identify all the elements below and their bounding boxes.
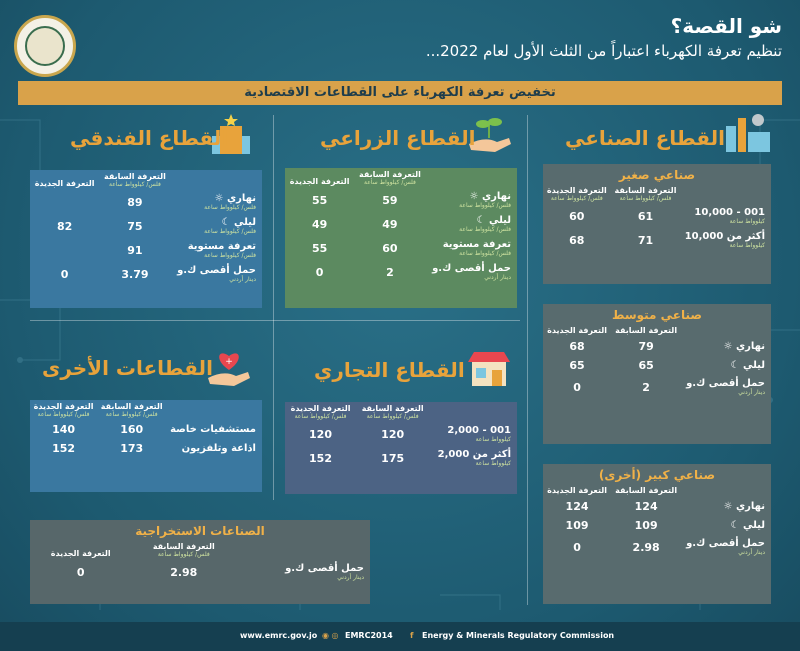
old-value: 61 — [637, 209, 654, 223]
row-label: 001 - 10,000 — [694, 207, 765, 218]
new-value: 0 — [573, 540, 581, 554]
extractive-table-card — [30, 520, 370, 604]
row-unit: فلس/ كيلوواط ساعة — [459, 226, 511, 233]
new-value: 0 — [315, 265, 324, 279]
commercial-table-card — [285, 402, 517, 494]
row-unit: كيلوواط ساعة — [475, 460, 511, 467]
new-value: 65 — [569, 359, 585, 372]
row-unit: فلس/ كيلوواط ساعة — [204, 204, 256, 211]
card-heading: الصناعات الاستخراجية — [135, 524, 265, 538]
new-value: 140 — [52, 423, 76, 436]
new-value: 60 — [569, 209, 585, 223]
industrial-title: القطاع الصناعي — [565, 126, 726, 150]
col-new-header: التعرفة الجديدة — [34, 179, 95, 188]
row-unit: كيلوواط ساعة — [729, 242, 765, 249]
hotel-table-card: التعرفة السابقة فلس/ كيلوواط ساعة التعرفة الجديدة نهاري ☼ فلس/ كيلوواط ساعة 89 82 ليلي ☾ فلس/ كيلوواط ساعة 75 تعرفة مستوية فلس/ كيلوواط ساعة 91 حمل أقصى ك.و دينار أردني 3.79 0 — [30, 170, 262, 308]
page-title: شو القصة؟ — [670, 14, 782, 38]
col-old-header: التعرفة السابقة — [615, 486, 678, 495]
col-old-header: التعرفة السابقة — [152, 542, 215, 551]
new-value: 55 — [311, 193, 328, 207]
row-label: حمل أقصى ك.و — [686, 378, 765, 389]
row-unit: دينار أردني — [337, 574, 364, 581]
col-old-header: التعرفة السابقة — [358, 170, 421, 179]
old-value: 173 — [120, 442, 144, 455]
old-value: 160 — [120, 423, 144, 436]
old-value: 89 — [127, 195, 143, 209]
divider-vertical-left — [273, 115, 274, 500]
row-unit: دينار أردني — [229, 276, 256, 283]
old-value: 175 — [381, 451, 405, 465]
col-unit: فلس/ كيلوواط ساعة — [366, 413, 419, 420]
banner: تخفيض تعرفة الكهرباء على القطاعات الاقتصادية — [18, 81, 782, 105]
old-value: 60 — [382, 241, 398, 255]
new-value: 68 — [569, 340, 585, 353]
row-unit: دينار أردني — [738, 549, 765, 556]
new-value: 124 — [565, 500, 589, 513]
facebook-page-link[interactable]: Energy & Minerals Regulatory Commission — [422, 631, 615, 640]
row-unit: كيلوواط ساعة — [475, 436, 511, 443]
commercial-title: القطاع التجاري — [314, 358, 465, 382]
new-value: 152 — [52, 442, 76, 455]
old-value: 2.98 — [170, 565, 198, 579]
col-unit: فلس/ كيلوواط ساعة — [105, 411, 158, 418]
row-label: نهاري — [226, 193, 256, 204]
old-value: 2 — [642, 380, 650, 394]
new-value: 68 — [569, 233, 585, 247]
row-label: اذاعة وتلفزيون — [181, 443, 256, 454]
divider-horizontal — [30, 320, 520, 321]
social-handle[interactable]: EMRC2014 — [345, 631, 393, 640]
new-value: 55 — [311, 241, 328, 255]
old-value: 65 — [638, 359, 654, 372]
other-table-card — [30, 400, 262, 492]
row-label: ليلي — [742, 360, 765, 371]
col-old-header: التعرفة السابقة — [615, 326, 678, 335]
row-label: تعرفة مستوية — [442, 239, 511, 250]
social-icons: ◉ ◎ — [322, 631, 339, 640]
row-unit: دينار أردني — [484, 274, 511, 281]
row-label: نهاري — [481, 191, 511, 202]
old-value: 124 — [634, 500, 658, 513]
row-label: نهاري — [735, 341, 765, 352]
row-label: 001 - 2,000 — [447, 425, 511, 436]
new-value: 49 — [311, 217, 328, 231]
col-old-header: التعرفة السابقة — [103, 172, 166, 181]
new-value: 120 — [309, 427, 332, 441]
col-old-header: التعرفة السابقة — [361, 404, 424, 413]
col-new-header: التعرفة الجديدة — [289, 177, 350, 186]
col-unit: فلس/ كيلوواط ساعة — [109, 181, 161, 188]
new-value: 0 — [60, 267, 69, 281]
divider-vertical-right — [527, 115, 528, 605]
new-value: 0 — [573, 380, 581, 394]
col-unit: فلس/ كيلوواط ساعة — [364, 179, 416, 186]
col-new-header: التعرفة الجديدة — [33, 402, 94, 411]
new-value-merged: 82 — [56, 219, 73, 233]
old-value: 79 — [638, 340, 654, 353]
agri-title: القطاع الزراعي — [320, 126, 476, 150]
row-label: أكثر من 2,000 — [437, 449, 511, 460]
new-value: 0 — [76, 565, 85, 579]
row-label: حمل أقصى ك.و — [177, 265, 256, 276]
card-heading: صناعي صغير — [618, 168, 696, 182]
col-new-header: التعرفة الجديدة — [50, 549, 111, 558]
row-label: حمل أقصى ك.و — [285, 563, 364, 574]
row-unit: دينار أردني — [738, 389, 765, 396]
industrial-medium-card: صناعي متوسط التعرفة السابقة التعرفة الجديدة نهاري ☼ 79 68 ليلي ☾ 65 65 حمل أقصى ك.و دينار أردني 2 0 — [543, 304, 771, 444]
old-value: 2 — [386, 265, 394, 279]
factory-icon — [722, 106, 774, 156]
row-unit: فلس/ كيلوواط ساعة — [459, 250, 511, 257]
col-new-header: التعرفة الجديدة — [547, 326, 607, 335]
old-value: 59 — [382, 193, 398, 207]
footer — [0, 622, 800, 651]
agri-table-card: التعرفة السابقة فلس/ كيلوواط ساعة التعرفة الجديدة نهاري ☼ فلس/ كيلوواط ساعة 59 55 ليلي ☾ فلس/ كيلوواط ساعة 49 49 تعرفة مستوية فلس/ كيلوواط ساعة 60 55 حمل أقصى ك.و دينار أردني 2 0 — [285, 168, 517, 308]
old-value: 49 — [382, 217, 398, 231]
col-old-header: التعرفة السابقة — [614, 186, 677, 195]
card-heading: صناعي كبير (أخرى) — [598, 468, 716, 482]
facebook-icon: f — [410, 631, 414, 640]
new-value: 109 — [565, 519, 589, 532]
row-label: ليلي — [488, 215, 511, 226]
row-label: ليلي — [233, 217, 256, 228]
row-label: حمل أقصى ك.و — [686, 538, 765, 549]
col-unit: فلس/ كيلوواط ساعة — [37, 411, 90, 418]
old-value: 109 — [634, 519, 658, 532]
page-subtitle: تنظيم تعرفة الكهرباء اعتباراً من الثلث الأول لعام 2022... — [425, 42, 782, 60]
row-label: أكثر من 10,000 — [684, 231, 765, 242]
other-title: القطاعات الأخرى — [42, 356, 213, 380]
shop-icon — [466, 344, 512, 388]
old-value: 2.98 — [632, 540, 660, 554]
row-label: ليلي — [742, 520, 765, 531]
col-unit: فلس/ كيلوواط ساعة — [294, 413, 347, 420]
col-new-header: التعرفة الجديدة — [547, 486, 607, 495]
col-unit: فلس/ كيلوواط ساعة — [619, 195, 672, 202]
old-value: 91 — [127, 243, 143, 257]
hotel-title: القطاع الفندقي — [70, 126, 229, 150]
old-value: 75 — [127, 219, 143, 233]
card-heading: صناعي متوسط — [611, 308, 703, 322]
col-new-header: التعرفة الجديدة — [290, 404, 351, 413]
emrc-logo — [14, 15, 76, 77]
row-unit: كيلوواط ساعة — [729, 218, 765, 225]
industrial-large-card: صناعي كبير (أخرى) التعرفة السابقة التعرفة الجديدة نهاري ☼ 124 124 ليلي ☾ 109 109 حمل أقصى ك.و دينار أردني 2.98 0 — [543, 464, 771, 604]
row-unit: فلس/ كيلوواط ساعة — [204, 252, 256, 259]
col-unit: فلس/ كيلوواط ساعة — [550, 195, 603, 202]
row-label: مستشفيات خاصة — [170, 424, 256, 435]
svg-text:+: + — [225, 357, 233, 367]
website-link[interactable]: www.emrc.gov.jo — [240, 631, 318, 640]
row-label: تعرفة مستوية — [187, 241, 256, 252]
col-new-header: التعرفة الجديدة — [546, 186, 607, 195]
old-value: 71 — [637, 233, 654, 247]
col-old-header: التعرفة السابقة — [100, 402, 163, 411]
row-unit: فلس/ كيلوواط ساعة — [459, 202, 511, 209]
new-value: 152 — [309, 451, 332, 465]
old-value: 120 — [381, 427, 405, 441]
industrial-small-card — [543, 164, 771, 284]
row-label: حمل أقصى ك.و — [432, 263, 511, 274]
row-label: نهاري — [735, 501, 765, 512]
old-value: 3.79 — [121, 267, 149, 281]
col-unit: فلس/ كيلوواط ساعة — [157, 551, 210, 558]
row-unit: فلس/ كيلوواط ساعة — [204, 228, 256, 235]
